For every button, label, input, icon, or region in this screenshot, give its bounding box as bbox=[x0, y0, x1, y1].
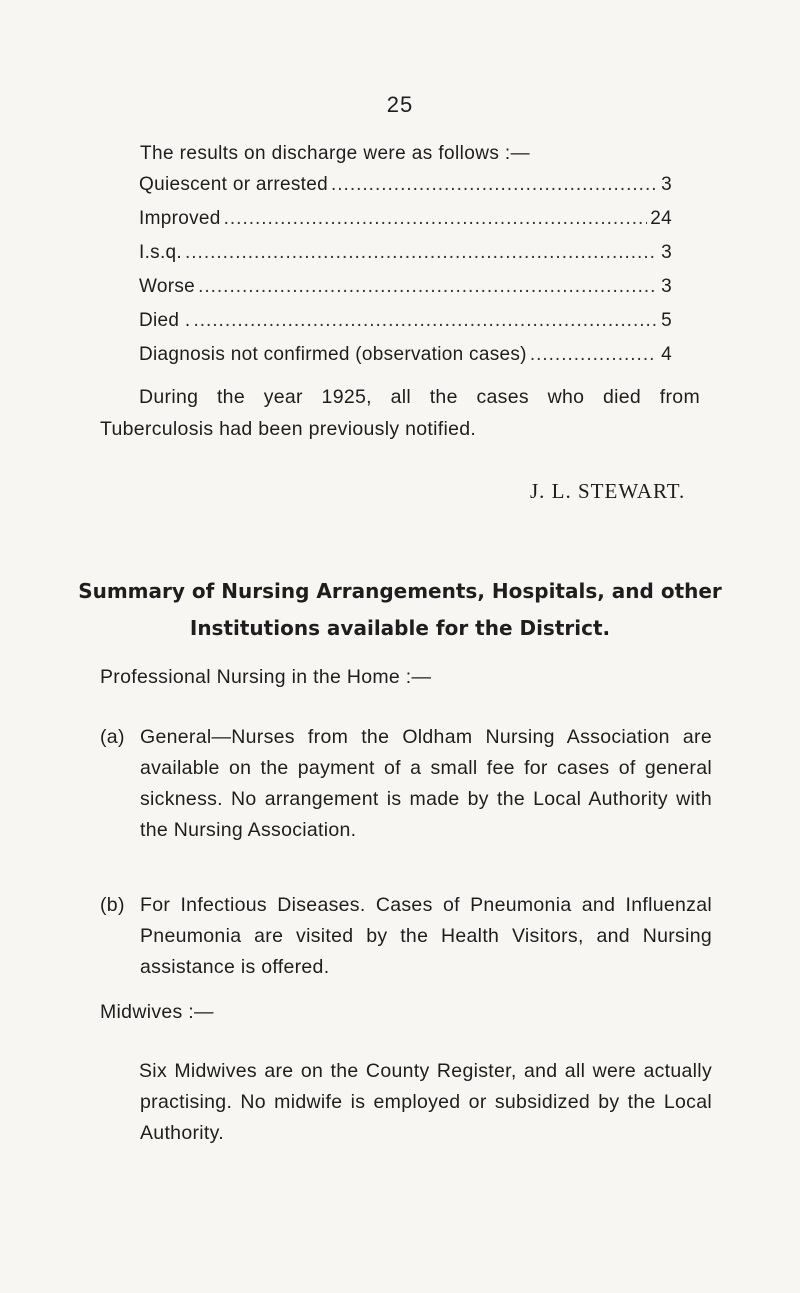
dot-leader bbox=[198, 276, 657, 298]
result-value: 4 bbox=[661, 344, 672, 365]
page-number: 25 bbox=[386, 92, 414, 117]
list-item bbox=[139, 242, 672, 276]
list-item bbox=[139, 208, 672, 242]
result-value: 24 bbox=[650, 208, 672, 229]
result-value: 3 bbox=[661, 242, 672, 263]
dot-leader bbox=[224, 208, 648, 230]
item-marker: (b) bbox=[100, 894, 125, 916]
midwives-title: Midwives :— bbox=[100, 1001, 214, 1023]
result-label: Quiescent or arrested bbox=[139, 174, 328, 195]
nursing-item-general bbox=[100, 722, 712, 846]
summary-heading: Summary of Nursing Arrangements, Hospitals, and other Institutions available for the District. bbox=[78, 579, 722, 640]
list-item bbox=[139, 310, 672, 344]
result-label: Worse bbox=[139, 276, 196, 297]
dot-leader bbox=[193, 310, 657, 332]
result-value: 3 bbox=[661, 276, 672, 297]
list-item bbox=[139, 276, 672, 310]
result-label: Improved bbox=[139, 208, 221, 229]
signature: J. L. STEWART. bbox=[530, 479, 686, 503]
result-value: 3 bbox=[661, 174, 672, 195]
list-item bbox=[139, 344, 672, 378]
dot-leader bbox=[331, 174, 657, 196]
dot-leader bbox=[185, 242, 657, 264]
discharge-intro: The results on discharge were as follows :— bbox=[140, 143, 530, 164]
result-value: 5 bbox=[661, 310, 672, 331]
item-marker: (a) bbox=[100, 726, 125, 748]
nursing-item-infectious bbox=[100, 890, 712, 983]
discharge-results-list bbox=[139, 174, 672, 378]
item-text: For Infectious Diseases. Cases of Pneumonia and Influenzal Pneumonia are visited by the Health Visitors, and Nursing assistance is offered. bbox=[140, 894, 712, 978]
midwives-paragraph: Six Midwives are on the County Register, and all were actually practising. No midwife is employed or subsidized by the Local Authority. bbox=[139, 1060, 712, 1144]
tuberculosis-paragraph: During the year 1925, all the cases who died from Tuberculosis had been previously notified. bbox=[100, 386, 700, 440]
result-label: Died . bbox=[139, 310, 191, 331]
item-text: General—Nurses from the Oldham Nursing Association are available on the payment of a small fee for cases of general sickness. No arrangement is made by the Local Authority with the Nursing Association. bbox=[140, 726, 712, 841]
dot-leader bbox=[530, 344, 657, 366]
result-label: I.s.q. bbox=[139, 242, 182, 263]
nursing-title: Professional Nursing in the Home :— bbox=[100, 666, 432, 688]
list-item bbox=[139, 174, 672, 208]
result-label: Diagnosis not confirmed (observation cases) bbox=[139, 344, 527, 365]
